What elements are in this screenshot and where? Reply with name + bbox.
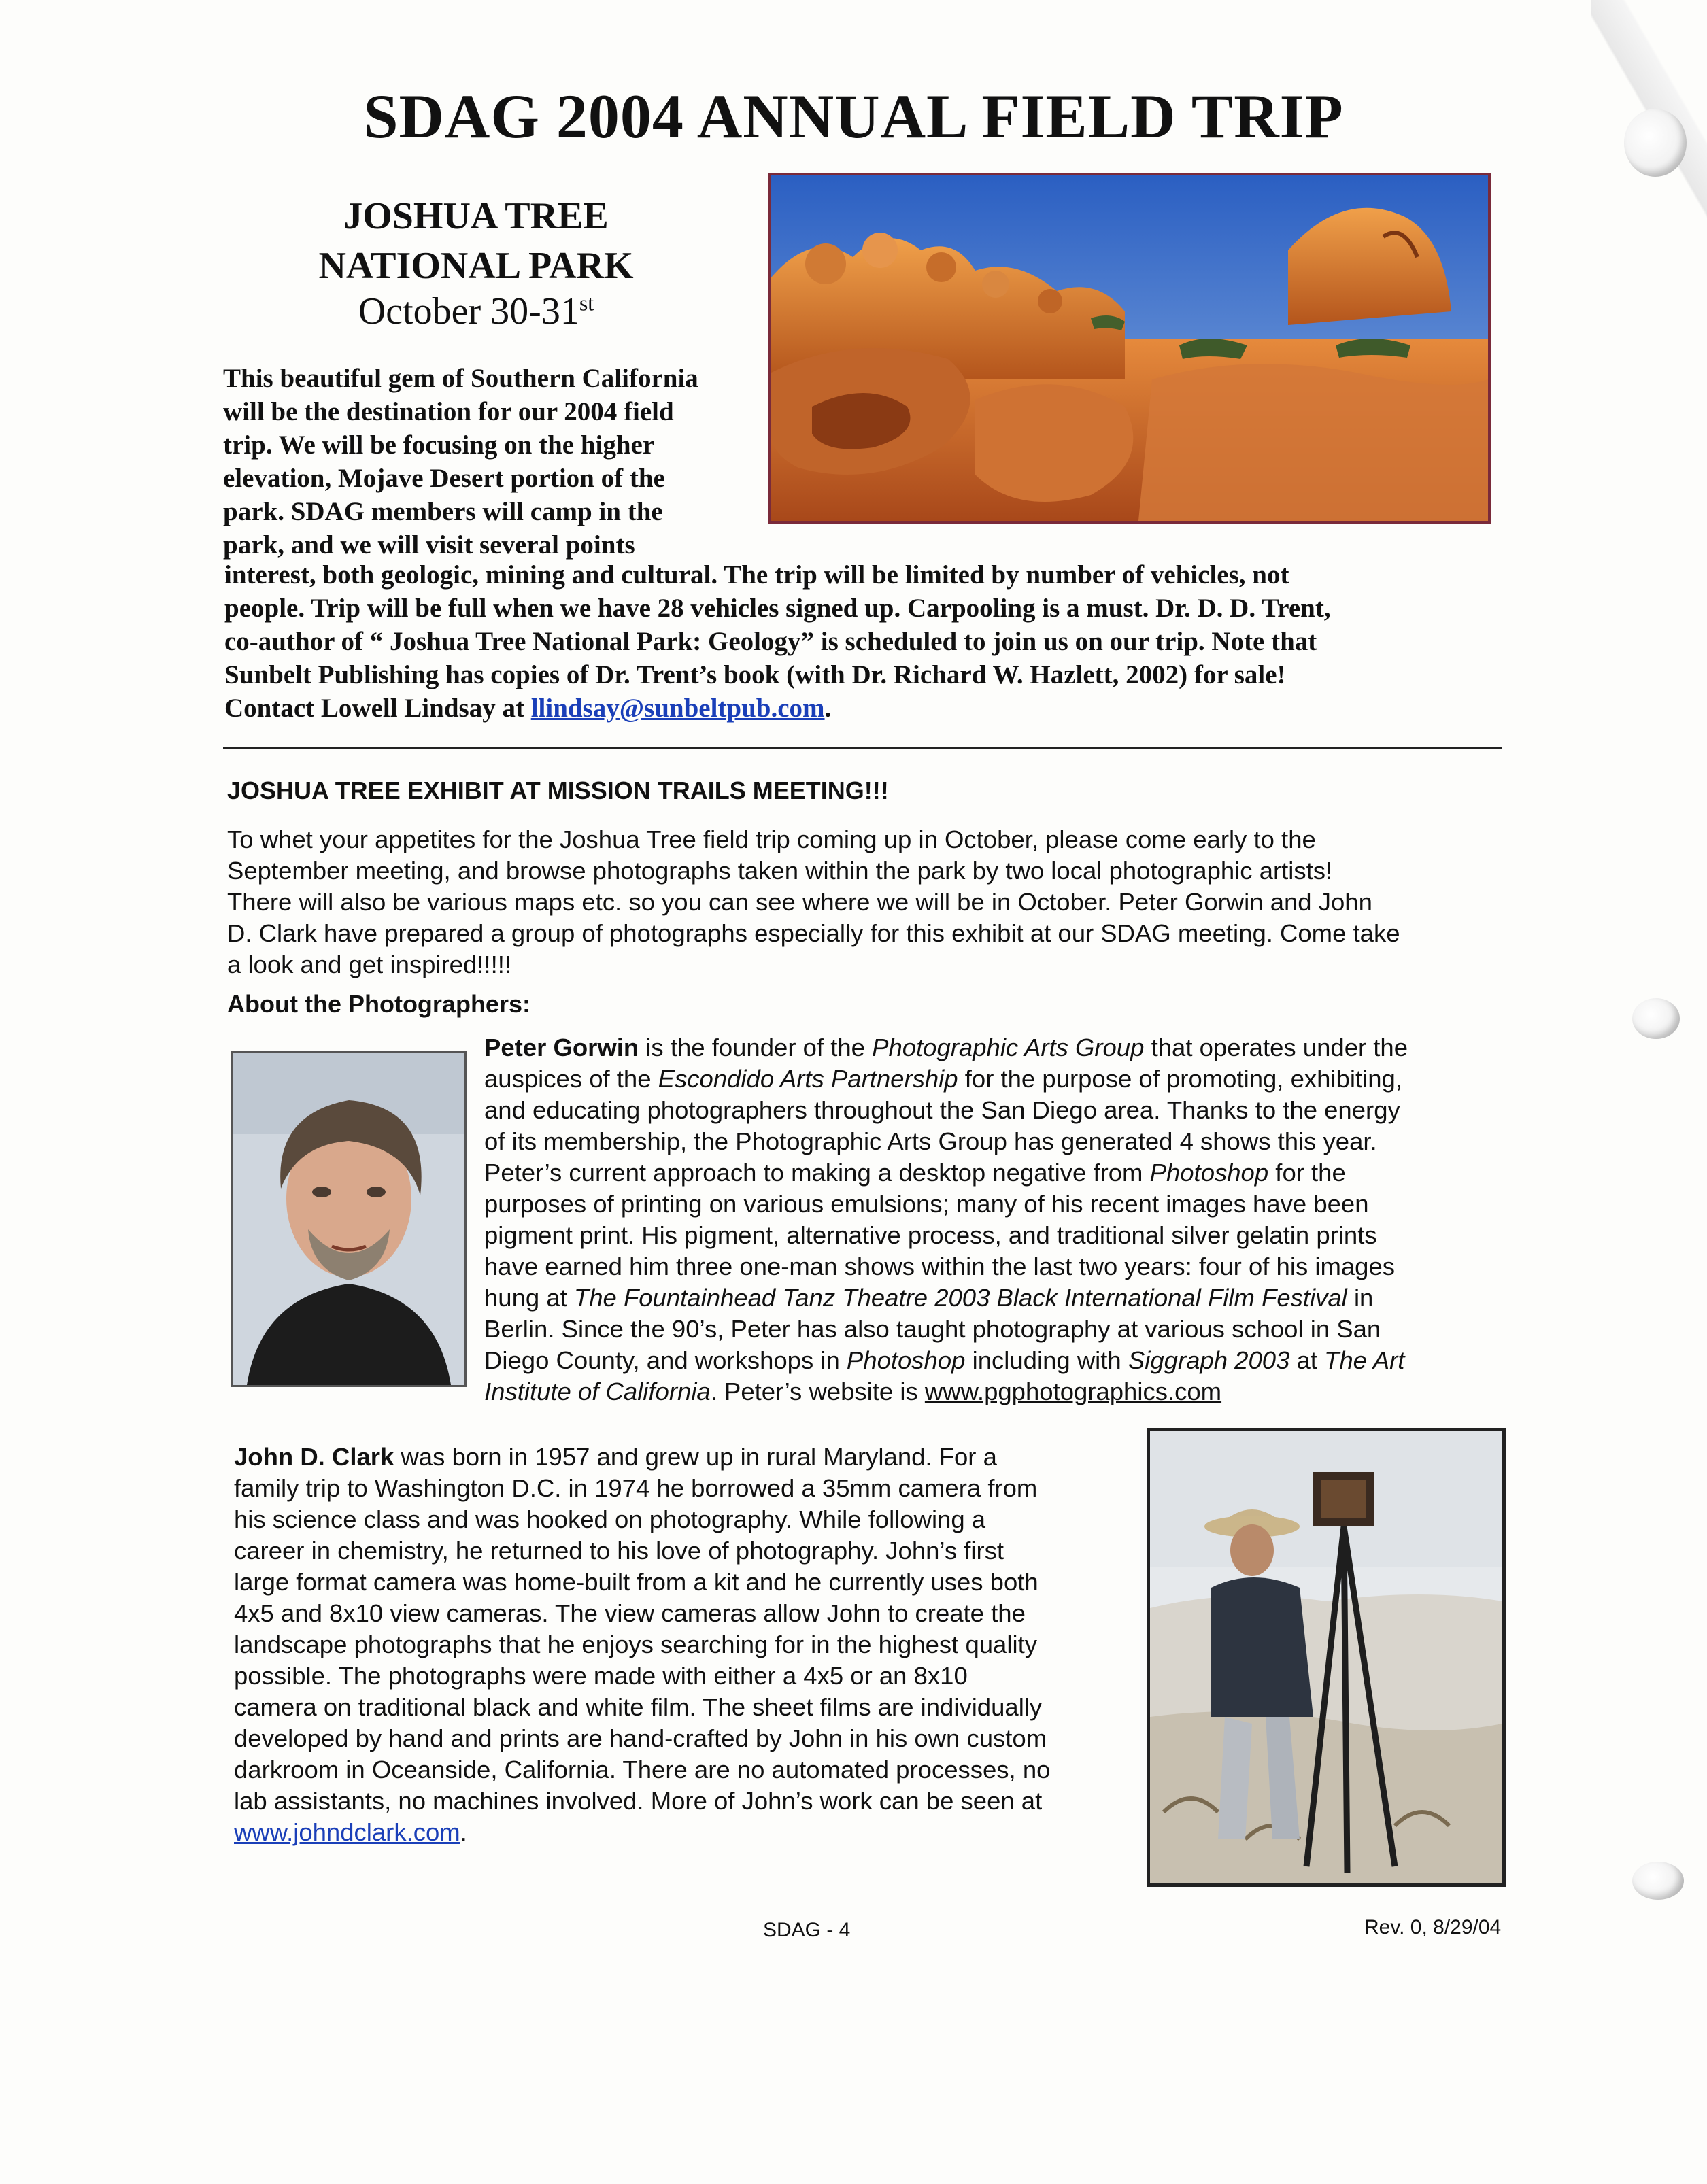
exhibit-line: a look and get inspired!!!!! [227, 951, 511, 978]
bio-line: darkroom in Oceanside, California. There are no automated processes, no [234, 1756, 1051, 1784]
page-title: SDAG 2004 ANNUAL FIELD TRIP [363, 82, 1344, 151]
bio-line [234, 1441, 1132, 1473]
bio-line: of its membership, the Photographic Arts Group has generated 4 shows this year. [484, 1127, 1377, 1155]
bio-line [484, 1032, 1518, 1063]
bio-line [234, 1817, 1132, 1848]
bio-text: at [1289, 1346, 1325, 1374]
section-divider [223, 747, 1502, 749]
intro-line: trip. We will be focusing on the higher [223, 430, 655, 460]
bio-italic: The Art [1324, 1346, 1405, 1374]
peter-name: Peter Gorwin [484, 1034, 639, 1061]
trip-date-suffix: st [579, 290, 594, 315]
intro-line: people. Trip will be full when we have 28 vehicles signed up. Carpooling is a must. Dr. D. D. Trent, [224, 594, 1331, 623]
bio-italic: Photoshop [1149, 1159, 1269, 1187]
bio-text: Diego County, and workshops in [484, 1346, 847, 1374]
intro-line: will be the destination for our 2004 field [223, 397, 674, 426]
intro-line: interest, both geologic, mining and cultural. The trip will be limited by number of vehicles, not [224, 560, 1289, 590]
john-website-link[interactable]: www.johndclark.com [234, 1818, 460, 1846]
bio-line [484, 1282, 1518, 1314]
bio-text: was born in 1957 and grew up in rural Maryland. For a [394, 1443, 997, 1471]
intro-paragraph-left [223, 362, 760, 562]
contact-email-link[interactable]: llindsay@sunbeltpub.com [530, 694, 825, 723]
bio-text: auspices of the [484, 1065, 658, 1093]
bio-text: . Peter’s website is [710, 1378, 925, 1405]
bio-italic: Photoshop [846, 1346, 966, 1374]
bio-line: and educating photographers throughout the San Diego area. Thanks to the energy [484, 1096, 1400, 1124]
contact-line [224, 692, 1517, 725]
park-name-line1: JOSHUA TREE [343, 195, 609, 237]
bio-line: lab assistants, no machines involved. More of John’s work can be seen at [234, 1787, 1043, 1815]
bio-line [484, 1157, 1518, 1189]
intro-line: elevation, Mojave Desert portion of the [223, 464, 665, 493]
bio-line: large format camera was home-built from a kit and he currently uses both [234, 1568, 1038, 1596]
bio-line: camera on traditional black and white film. The sheet films are individually [234, 1693, 1043, 1721]
trip-date [258, 290, 694, 333]
intro-line: Sunbelt Publishing has copies of Dr. Trent’s book (with Dr. Richard W. Hazlett, 2002) for sale! [224, 660, 1286, 689]
punch-hole-middle [1632, 998, 1680, 1039]
park-name-line2: NATIONAL PARK [318, 245, 634, 287]
contact-suffix: . [824, 694, 832, 723]
bio-italic: Siggraph 2003 [1128, 1346, 1290, 1374]
punch-hole-bottom [1632, 1862, 1684, 1900]
revision-note: Rev. 0, 8/29/04 [1364, 1916, 1502, 1939]
john-name: John D. Clark [234, 1443, 394, 1471]
bio-line: developed by hand and prints are hand-crafted by John in his own custom [234, 1724, 1047, 1752]
intro-line: This beautiful gem of Southern California [223, 364, 698, 393]
bio-italic: Photographic Arts Group [872, 1034, 1145, 1061]
exhibit-paragraph [227, 824, 1519, 980]
bio-line: possible. The photographs were made with either a 4x5 or an 8x10 [234, 1662, 968, 1690]
peter-gorwin-bio [484, 1032, 1518, 1407]
bio-italic: Escondido Arts Partnership [658, 1065, 958, 1093]
bio-line [484, 1063, 1518, 1095]
bio-line: family trip to Washington D.C. in 1974 he borrowed a 35mm camera from [234, 1474, 1038, 1502]
exhibit-heading: JOSHUA TREE EXHIBIT AT MISSION TRAILS MEETING!!! [227, 777, 889, 804]
bio-text: for the purpose of promoting, exhibiting, [958, 1065, 1402, 1093]
peter-website-link[interactable]: www.pgphotographics.com [924, 1378, 1222, 1405]
exhibit-line: D. Clark have prepared a group of photographs especially for this exhibit at our SDAG meeting. Come take [227, 919, 1400, 947]
bio-text: that operates under the [1144, 1034, 1408, 1061]
bio-line: have earned him three one-man shows within the last two years: four of his images [484, 1252, 1396, 1280]
intro-line: co-author of “ Joshua Tree National Park: Geology” is scheduled to join us on our trip. Note that [224, 627, 1317, 656]
bio-text: is the founder of the [639, 1034, 873, 1061]
bio-line: 4x5 and 8x10 view cameras. The view cameras allow John to create the [234, 1599, 1026, 1627]
intro-line: park, and we will visit several points [223, 530, 635, 560]
peter-gorwin-portrait [231, 1051, 467, 1387]
intro-line: park. SDAG members will camp in the [223, 497, 663, 526]
bio-text: Peter’s current approach to making a desktop negative from [484, 1159, 1150, 1187]
bio-line [484, 1345, 1518, 1376]
bio-line: career in chemistry, he returned to his love of photography. John’s first [234, 1537, 1004, 1565]
contact-prefix: Contact Lowell Lindsay at [224, 694, 531, 723]
bio-line: Berlin. Since the 90’s, Peter has also taught photography at various school in San [484, 1315, 1381, 1343]
bio-text: hung at [484, 1284, 574, 1312]
exhibit-line: September meeting, and browse photographs taken within the park by two local photographic artists! [227, 857, 1333, 885]
page-number: SDAG - 4 [763, 1919, 851, 1941]
trip-date-main: October 30-31 [358, 290, 579, 332]
joshua-tree-landscape-photo [768, 173, 1491, 524]
bio-text: . [460, 1818, 467, 1846]
bio-italic: The Fountainhead Tanz Theatre 2003 Black International Film Festival [573, 1284, 1347, 1312]
bio-text: for the [1268, 1159, 1346, 1187]
intro-paragraph-full [224, 558, 1517, 725]
bio-line [484, 1376, 1518, 1407]
bio-line: his science class and was hooked on photography. While following a [234, 1505, 986, 1533]
bio-text: in [1347, 1284, 1374, 1312]
bio-italic: Institute of California [484, 1378, 711, 1405]
bio-line: pigment print. His pigment, alternative process, and traditional silver gelatin prints [484, 1221, 1377, 1249]
exhibit-line: There will also be various maps etc. so you can see where we will be in October. Peter Gorwin and John [227, 888, 1372, 916]
exhibit-line: To whet your appetites for the Joshua Tree field trip coming up in October, please come early to the [227, 825, 1316, 853]
about-photographers-heading: About the Photographers: [227, 990, 530, 1018]
john-clark-camera-photo [1147, 1428, 1506, 1887]
bio-text: including with [965, 1346, 1128, 1374]
bio-line: purposes of printing on various emulsions; many of his recent images have been [484, 1190, 1369, 1218]
john-clark-bio [234, 1441, 1132, 1848]
bio-line: landscape photographs that he enjoys searching for in the highest quality [234, 1631, 1037, 1658]
